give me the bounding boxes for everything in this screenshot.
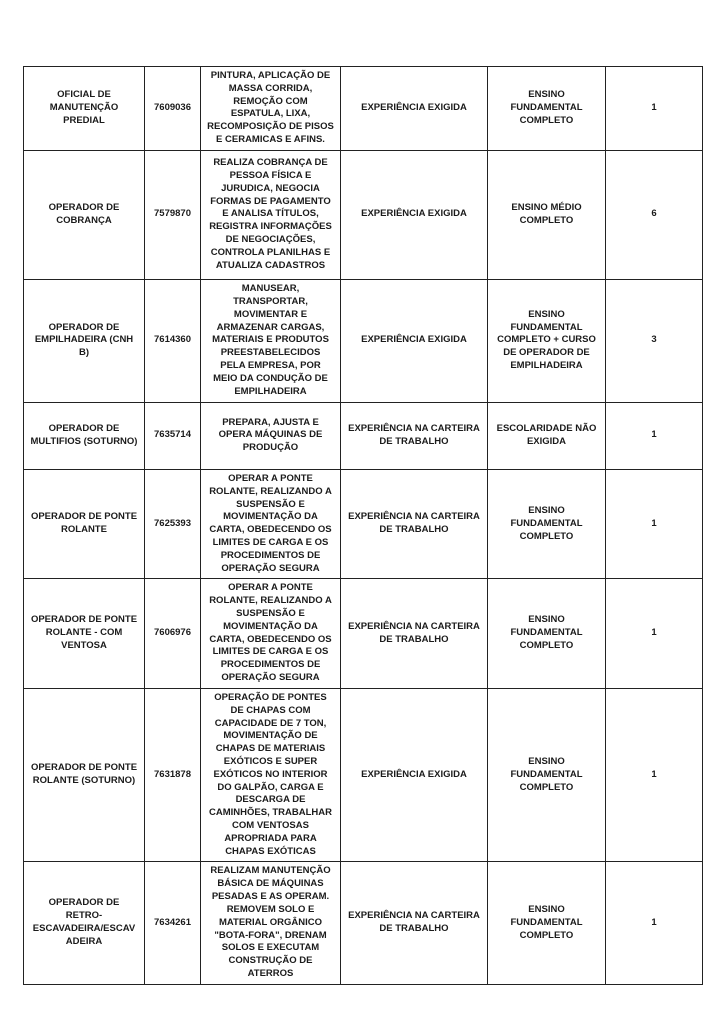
table-row <box>24 688 703 862</box>
cell-quantity: 3 <box>606 279 703 402</box>
cell-code: 7631878 <box>145 688 201 862</box>
cell-code: 7625393 <box>145 469 201 579</box>
cell-description: OPERAÇÃO DE PONTES DE CHAPAS COM CAPACIDADE DE 7 TON, MOVIMENTAÇÃO DE CHAPAS DE MATERIAIS EXÓTICOS E SUPER EXÓTICOS NO INTERIOR DO GALPÃO, CARGA E DESCARGA DE CAMINHÕES, TRABALHAR COM VENTOSAS APROPRIADA PARA CHAPAS EXÓTICAS <box>201 688 341 862</box>
cell-quantity: 1 <box>606 862 703 984</box>
cell-job-title: OFICIAL DE MANUTENÇÃO PREDIAL <box>24 67 145 151</box>
table-row <box>24 67 703 151</box>
cell-experience: EXPERIÊNCIA NA CARTEIRA DE TRABALHO <box>341 579 488 689</box>
cell-job-title: OPERADOR DE MULTIFIOS (SOTURNO) <box>24 402 145 469</box>
cell-job-title: OPERADOR DE PONTE ROLANTE - COM VENTOSA <box>24 579 145 689</box>
cell-experience: EXPERIÊNCIA NA CARTEIRA DE TRABALHO <box>341 469 488 579</box>
cell-quantity: 1 <box>606 402 703 469</box>
cell-description: REALIZA COBRANÇA DE PESSOA FÍSICA E JURUDICA, NEGOCIA FORMAS DE PAGAMENTO E ANALISA TÍTULOS, REGISTRA INFORMAÇÕES DE NEGOCIAÇÕES, CONTROLA PLANILHAS E ATUALIZA CADASTROS <box>201 150 341 279</box>
cell-description: MANUSEAR, TRANSPORTAR, MOVIMENTAR E ARMAZENAR CARGAS, MATERIAIS E PRODUTOS PREESTABELECIDOS PELA EMPRESA, POR MEIO DA CONDUÇÃO DE EMPILHADEIRA <box>201 279 341 402</box>
cell-education: ENSINO FUNDAMENTAL COMPLETO + CURSO DE OPERADOR DE EMPILHADEIRA <box>488 279 606 402</box>
cell-code: 7614360 <box>145 279 201 402</box>
cell-description: OPERAR A PONTE ROLANTE, REALIZANDO A SUSPENSÃO E MOVIMENTAÇÃO DA CARTA, OBEDECENDO OS LIMITES DE CARGA E OS PROCEDIMENTOS DE OPERAÇÃO SEGURA <box>201 579 341 689</box>
cell-education: ENSINO FUNDAMENTAL COMPLETO <box>488 579 606 689</box>
cell-education: ENSINO FUNDAMENTAL COMPLETO <box>488 469 606 579</box>
cell-education: ESCOLARIDADE NÃO EXIGIDA <box>488 402 606 469</box>
cell-code: 7609036 <box>145 67 201 151</box>
cell-education: ENSINO FUNDAMENTAL COMPLETO <box>488 688 606 862</box>
cell-job-title: OPERADOR DE RETRO-ESCAVADEIRA/ESCAVADEIRA <box>24 862 145 984</box>
cell-job-title: OPERADOR DE EMPILHADEIRA (CNH B) <box>24 279 145 402</box>
cell-experience: EXPERIÊNCIA EXIGIDA <box>341 67 488 151</box>
cell-experience: EXPERIÊNCIA NA CARTEIRA DE TRABALHO <box>341 402 488 469</box>
cell-description: PINTURA, APLICAÇÃO DE MASSA CORRIDA, REMOÇÃO COM ESPATULA, LIXA, RECOMPOSIÇÃO DE PISOS E CERAMICAS E AFINS. <box>201 67 341 151</box>
table-row <box>24 862 703 984</box>
cell-quantity: 1 <box>606 579 703 689</box>
cell-education: ENSINO FUNDAMENTAL COMPLETO <box>488 67 606 151</box>
cell-code: 7606976 <box>145 579 201 689</box>
jobs-table <box>23 66 703 985</box>
cell-code: 7634261 <box>145 862 201 984</box>
cell-quantity: 1 <box>606 67 703 151</box>
cell-job-title: OPERADOR DE COBRANÇA <box>24 150 145 279</box>
cell-job-title: OPERADOR DE PONTE ROLANTE <box>24 469 145 579</box>
cell-description: REALIZAM MANUTENÇÃO BÁSICA DE MÁQUINAS PESADAS E AS OPERAM. REMOVEM SOLO E MATERIAL ORGÂNICO "BOTA-FORA", DRENAM SOLOS E EXECUTAM CONSTRUÇÃO DE ATERROS <box>201 862 341 984</box>
cell-education: ENSINO FUNDAMENTAL COMPLETO <box>488 862 606 984</box>
table-row <box>24 279 703 402</box>
cell-education: ENSINO MÉDIO COMPLETO <box>488 150 606 279</box>
cell-description: PREPARA, AJUSTA E OPERA MÁQUINAS DE PRODUÇÃO <box>201 402 341 469</box>
cell-quantity: 1 <box>606 469 703 579</box>
cell-description: OPERAR A PONTE ROLANTE, REALIZANDO A SUSPENSÃO E MOVIMENTAÇÃO DA CARTA, OBEDECENDO OS LIMITES DE CARGA E OS PROCEDIMENTOS DE OPERAÇÃO SEGURA <box>201 469 341 579</box>
cell-experience: EXPERIÊNCIA EXIGIDA <box>341 279 488 402</box>
cell-experience: EXPERIÊNCIA NA CARTEIRA DE TRABALHO <box>341 862 488 984</box>
table-row <box>24 150 703 279</box>
cell-quantity: 1 <box>606 688 703 862</box>
cell-job-title: OPERADOR DE PONTE ROLANTE (SOTURNO) <box>24 688 145 862</box>
cell-code: 7579870 <box>145 150 201 279</box>
cell-quantity: 6 <box>606 150 703 279</box>
table-row <box>24 579 703 689</box>
table-row <box>24 469 703 579</box>
cell-experience: EXPERIÊNCIA EXIGIDA <box>341 688 488 862</box>
cell-experience: EXPERIÊNCIA EXIGIDA <box>341 150 488 279</box>
table-row <box>24 402 703 469</box>
cell-code: 7635714 <box>145 402 201 469</box>
